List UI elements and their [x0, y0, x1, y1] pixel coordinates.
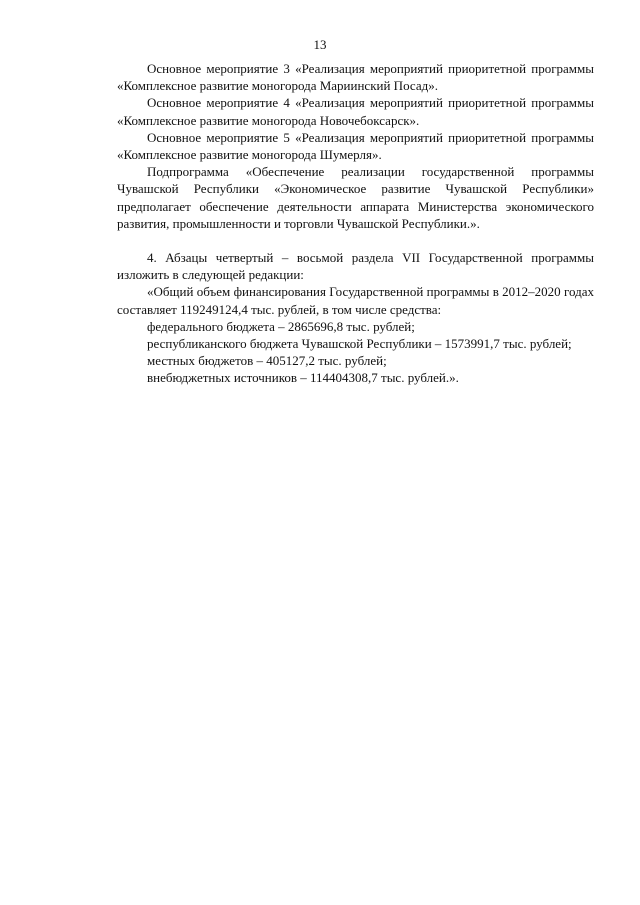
paragraph-amendment-4: 4. Абзацы четвертый – восьмой раздела VII Государственной программы изложить в следующей редакции: — [117, 250, 594, 283]
paragraph-main-event-5: Основное мероприятие 5 «Реализация мероприятий приоритетной программы «Комплексное развитие моногорода Шумерля». — [117, 129, 594, 163]
paragraph-federal-budget: федерального бюджета – 2865696,8 тыс. рублей; — [147, 318, 415, 334]
paragraph-main-event-3: Основное мероприятие 3 «Реализация мероприятий приоритетной программы «Комплексное развитие моногорода Мариинский Посад». — [117, 61, 594, 94]
paragraph-extrabudgetary-sources: внебюджетных источников – 114404308,7 тыс. рублей.». — [147, 370, 459, 386]
paragraph-local-budgets: местных бюджетов – 405127,2 тыс. рублей; — [147, 353, 387, 369]
paragraph-republican-budget: республиканского бюджета Чувашской Республики – 1573991,7 тыс. рублей; — [147, 336, 572, 352]
paragraph-total-financing: «Общий объем финансирования Государственной программы в 2012–2020 годах составляет 119249124,4 тыс. рублей, в том числе средства: — [117, 284, 594, 317]
document-body — [117, 60, 594, 387]
paragraph-main-event-4: Основное мероприятие 4 «Реализация мероприятий приоритетной программы «Комплексное развитие моногорода Новочебоксарск». — [117, 95, 594, 128]
page-number: 13 — [313, 37, 327, 52]
paragraph-subprogram: Подпрограмма «Обеспечение реализации государственной программы Чувашской Республики «Экономическое развитие Чувашской Республики» предполагает обеспечение деятельности аппарата Министерства экономического развития, промышленности и торговли Чувашской Республики.». — [117, 164, 594, 231]
